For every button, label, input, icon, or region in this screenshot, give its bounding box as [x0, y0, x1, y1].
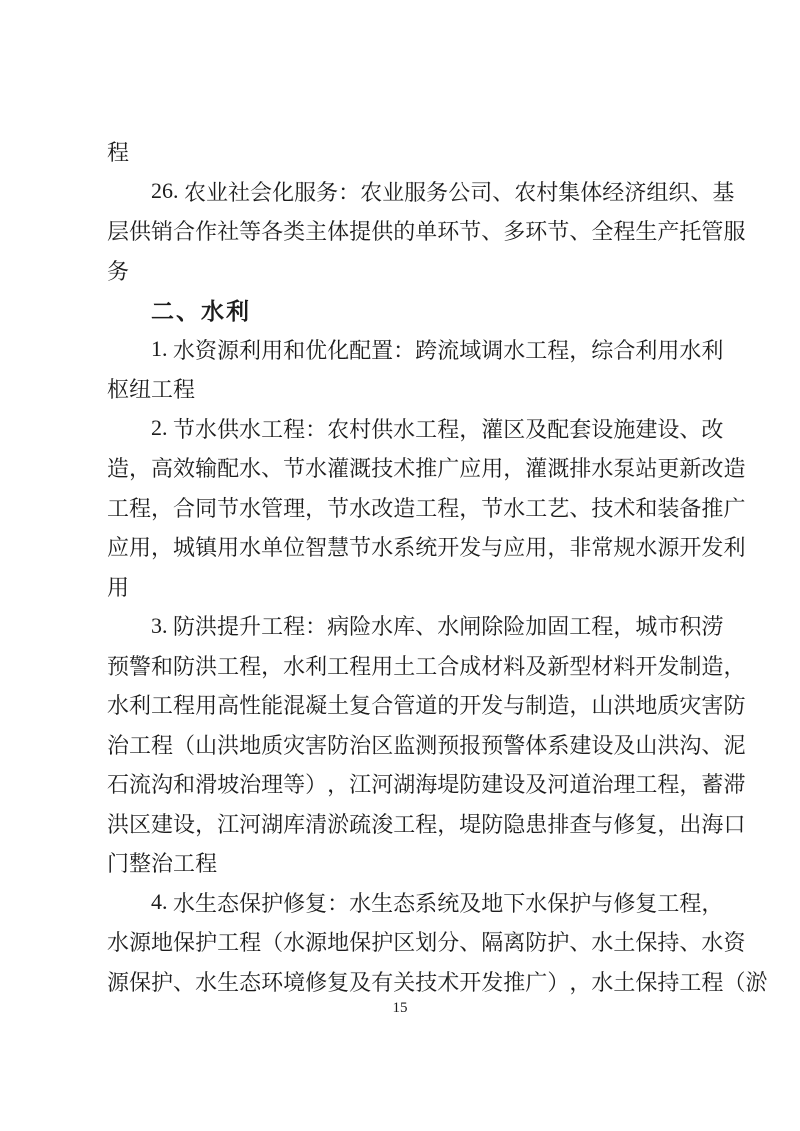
text-line: 治 工 程 （ 山 洪 地 质 灾 害 防 治 区 监 测 预 报 预 警 体 系 建 设 及 山 洪 沟 、 泥 [107, 732, 746, 758]
text-line: 层 供 销 合 作 社 等 各 类 主 体 提 供 的 单 环 节 、 多 环 节 、 全 程 生 产 托 管 服 [107, 219, 746, 245]
text-line: 用 [107, 574, 130, 600]
text-line: 程 [107, 140, 130, 166]
text-line: 3. 防 洪 提 升 工 程 ： 病 险 水 库 、 水 闸 除 险 加 固 工 程 ， 城 市 积 涝 [151, 612, 724, 640]
text-line: 水 利 工 程 用 高 性 能 混 凝 土 复 合 管 道 的 开 发 与 制 造 ， 山 洪 地 质 灾 害 防 [107, 693, 746, 719]
text-line: 水 源 地 保 护 工 程 （ 水 源 地 保 护 区 划 分 、 隔 离 防 护 、 水 土 保 持 、 水 资 [107, 930, 746, 956]
text-line: 务 [107, 258, 130, 284]
text-line: 预 警 和 防 洪 工 程 ， 水 利 工 程 用 土 工 合 成 材 料 及 新 型 材 料 开 发 制 造 ， [107, 653, 746, 679]
text-line: 4. 水 生 态 保 护 修 复 ： 水 生 态 系 统 及 地 下 水 保 护 与 修 复 工 程 ， [151, 889, 724, 916]
text-line: 门 整 治 工 程 [107, 851, 218, 877]
section-heading: 二 、 水 利 [151, 298, 251, 325]
text-line: 石 流 沟 和 滑 坡 治 理 等 ） ， 江 河 湖 海 堤 防 建 设 及 河 道 治 理 工 程 ， 蓄 滞 [107, 772, 746, 798]
text-line: 源 保 护 、 水 生 态 环 境 修 复 及 有 关 技 术 开 发 推 广 ） ， 水 土 保 持 工 程 （ 淤 [107, 969, 768, 995]
text-line: 应 用 ， 城 镇 用 水 单 位 智 慧 节 水 系 统 开 发 与 应 用 ， 非 常 规 水 源 开 发 利 [107, 535, 746, 561]
text-line: 枢 纽 工 程 [107, 377, 196, 403]
text-line: 洪 区 建 设 ， 江 河 湖 库 清 淤 疏 浚 工 程 ， 堤 防 隐 患 排 查 与 修 复 ， 出 海 口 [107, 811, 746, 837]
document-body [107, 132, 768, 1001]
text-line: 2. 节 水 供 水 工 程 ： 农 村 供 水 工 程 ， 灌 区 及 配 套 设 施 建 设 、 改 [151, 415, 724, 442]
text-line: 1. 水 资 源 利 用 和 优 化 配 置 ： 跨 流 域 调 水 工 程 ， 综 合 利 用 水 利 [151, 336, 724, 363]
text-line: 造 ， 高 效 输 配 水 、 节 水 灌 溉 技 术 推 广 应 用 ， 灌 溉 排 水 泵 站 更 新 改 造 [107, 456, 746, 482]
page-number: 15 [392, 1000, 408, 1016]
text-line: 26. 农 业 社 会 化 服 务 ： 农 业 服 务 公 司 、 农 村 集 体 经 济 组 织 、 基 [151, 178, 735, 205]
text-line: 工 程 ， 合 同 节 水 管 理 ， 节 水 改 造 工 程 ， 节 水 工 艺 、 技 术 和 装 备 推 广 [107, 495, 746, 521]
